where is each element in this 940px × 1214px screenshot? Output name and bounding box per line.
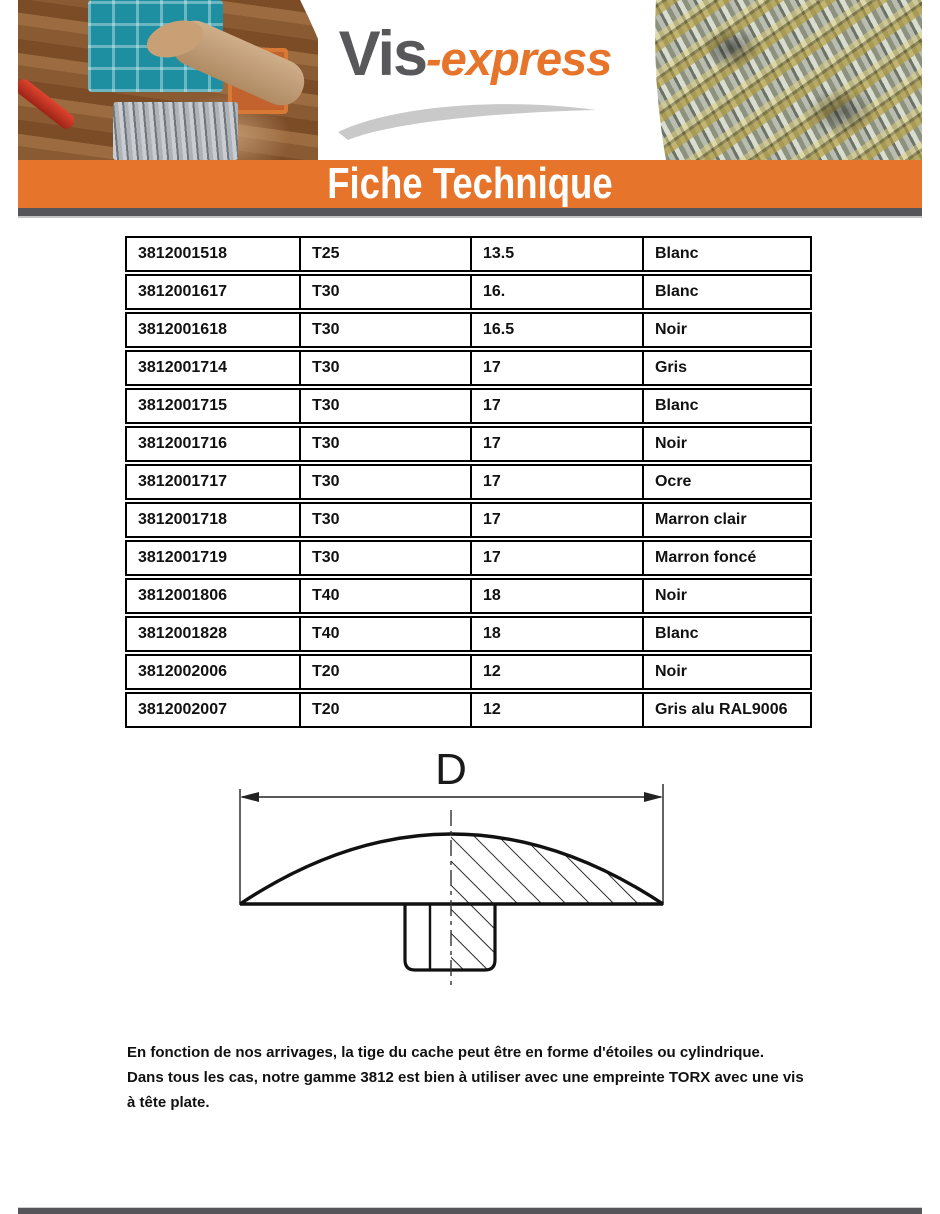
table-cell-color: Blanc [642, 618, 810, 650]
table-cell-size: 12 [470, 694, 642, 726]
table-row [125, 236, 812, 272]
table-cell-size: 17 [470, 428, 642, 460]
table-row [125, 312, 812, 348]
photo-left-decor [18, 76, 78, 132]
table-cell-color: Ocre [642, 466, 810, 498]
divider-bar-bottom [18, 1207, 922, 1214]
table-row [125, 616, 812, 652]
table-cell-size: 17 [470, 466, 642, 498]
note-line-1: En fonction de nos arrivages, la tige du cache peut être en forme d'étoiles ou cylindrique. [127, 1044, 765, 1061]
divider-bar-top [18, 208, 922, 218]
header [0, 0, 940, 160]
table-cell-size: 18 [470, 618, 642, 650]
table-cell-torx: T20 [299, 656, 470, 688]
table-row [125, 578, 812, 614]
cap-section-drawing [213, 744, 693, 994]
logo-swoosh-icon [328, 96, 628, 142]
table-row [125, 502, 812, 538]
table-row [125, 464, 812, 500]
notes [127, 1040, 809, 1115]
table-cell-ref: 3812002006 [138, 663, 227, 680]
table-row [125, 540, 812, 576]
table-row [125, 350, 812, 386]
table-cell-ref: 3812001719 [138, 549, 227, 566]
table-cell-ref: 3812001718 [138, 511, 227, 528]
table-cell-ref: 3812001617 [138, 283, 227, 300]
table-cell-ref: 3812001618 [138, 321, 227, 338]
table-row [125, 426, 812, 462]
table-cell-torx: T25 [299, 238, 470, 270]
table-cell-color: Marron foncé [642, 542, 810, 574]
table-cell-torx: T40 [299, 580, 470, 612]
photo-left-decor [113, 102, 238, 160]
table-cell-color: Noir [642, 580, 810, 612]
table-cell-ref: 3812001716 [138, 435, 227, 452]
table-cell-torx: T30 [299, 314, 470, 346]
table-cell-ref: 3812001715 [138, 397, 227, 414]
table-cell-ref: 3812001828 [138, 625, 227, 642]
table-cell-color: Noir [642, 428, 810, 460]
table-cell-size: 16. [470, 276, 642, 308]
note-line-2: Dans tous les cas, notre gamme 3812 est bien à utiliser avec une empreinte TORX avec une vis à tête plate. [127, 1069, 804, 1111]
brand-name-primary: Vis [338, 19, 427, 89]
table-cell-size: 17 [470, 390, 642, 422]
brand-name-suffix: -express [426, 32, 612, 85]
table-cell-ref: 3812001518 [138, 245, 227, 262]
table-cell-size: 12 [470, 656, 642, 688]
table-cell-torx: T30 [299, 428, 470, 460]
table-cell-torx: T30 [299, 504, 470, 536]
table-cell-color: Noir [642, 314, 810, 346]
table-cell-color: Gris alu RAL9006 [642, 694, 810, 726]
table-cell-size: 17 [470, 542, 642, 574]
workbench-photo [18, 0, 318, 160]
table-cell-torx: T30 [299, 276, 470, 308]
brand-logo [300, 18, 650, 148]
table-cell-size: 16.5 [470, 314, 642, 346]
table-cell-color: Gris [642, 352, 810, 384]
table-cell-color: Noir [642, 656, 810, 688]
table-cell-size: 18 [470, 580, 642, 612]
table-cell-ref: 3812001717 [138, 473, 227, 490]
table-cell-color: Blanc [642, 238, 810, 270]
table-row [125, 274, 812, 310]
table-cell-torx: T30 [299, 390, 470, 422]
table-cell-torx: T40 [299, 618, 470, 650]
table-cell-size: 17 [470, 504, 642, 536]
table-cell-ref: 3812002007 [138, 701, 227, 718]
page-title-band [18, 160, 922, 208]
table-cell-color: Blanc [642, 276, 810, 308]
product-table [125, 236, 812, 730]
table-cell-size: 13.5 [470, 238, 642, 270]
table-cell-ref: 3812001806 [138, 587, 227, 604]
table-cell-torx: T30 [299, 542, 470, 574]
page-title: Fiche Technique [327, 159, 613, 208]
cap-section-diagram [213, 744, 693, 994]
table-cell-torx: T30 [299, 352, 470, 384]
table-cell-color: Marron clair [642, 504, 810, 536]
table-row [125, 388, 812, 424]
table-cell-color: Blanc [642, 390, 810, 422]
screws-photo [650, 0, 922, 160]
table-row [125, 654, 812, 690]
table-cell-torx: T20 [299, 694, 470, 726]
table-cell-size: 17 [470, 352, 642, 384]
table-cell-torx: T30 [299, 466, 470, 498]
table-cell-ref: 3812001714 [138, 359, 227, 376]
table-row [125, 692, 812, 728]
dimension-label: D [435, 745, 467, 794]
